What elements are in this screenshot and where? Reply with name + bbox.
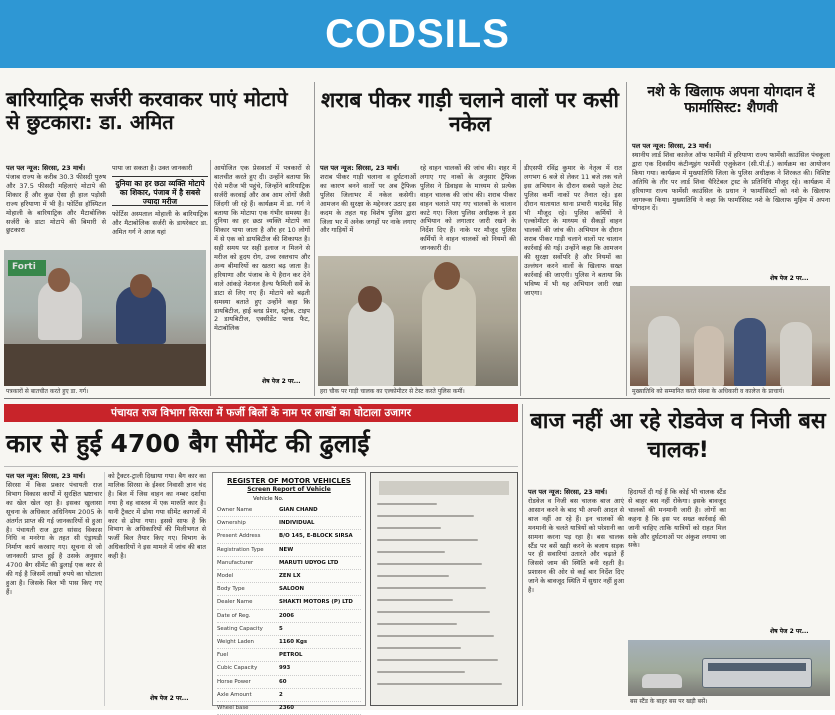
bill-handwriting-line: [377, 563, 482, 565]
photo-pharmacy-event: [630, 286, 830, 386]
doc-subtitle: Screen Report of Vehicle: [247, 486, 331, 493]
continued-cement: शेष पेज 2 पर...: [150, 695, 189, 702]
doc-row: [217, 623, 361, 636]
doc-row-label: Axle Amount: [217, 691, 252, 698]
doc-row: [217, 570, 361, 583]
caption-bariatric: पत्रकारों से बातचीत करते हुए डा. गर्ग।: [6, 388, 89, 395]
bill-header: [379, 481, 509, 495]
doc-rows: [213, 504, 365, 715]
doc-row: [217, 557, 361, 570]
headline-bariatric: बारियाट्रिक सर्जरी करवाकर पाएं मोटापे से छुटकारा: डा. अमित: [6, 87, 288, 134]
bill-handwriting-line: [377, 515, 474, 517]
pullquote-text: दुनिया का हर छठा व्यक्ति मोटापे का शिकार, पंजाब में है सबसे ज्यादा मरीज: [115, 179, 205, 206]
photo-bus-stand: [628, 640, 830, 696]
red-strip-banner: [4, 404, 518, 422]
site-banner: [0, 0, 835, 68]
body-bus-a: रोडवेज व निजी बस चालक बाज आएं आसान करने के बाद भी अपनी आदत से बाज नहीं आ रहे हैं। इन चालकों की मनमानी के चलते यात्रियों को परेशानी का सामना करना पड़ रहा है। बस चालक स्टैंड पर बसें खड़ी करने के बजाय सड़क पर ही सवारियां उतारते और चढ़ाते हैं जिससे जाम की स्थिति बनी रहती है। प्रशासन की ओर से कई बार निर्देश दिए जाने के बावजूद स्थिति में सुधार नहीं हुआ है।: [528, 497, 624, 595]
red-strip-text: पंचायत राज विभाग सिरसा में फर्जी बिलों के नाम पर लाखों का घोटाला उजागर: [110, 407, 411, 419]
site-title: CODSILS: [325, 11, 510, 56]
bill-handwriting-line: [377, 599, 453, 601]
body-pharmacist: स्थानीय लार्ड शिवा कालेज ऑफ फार्मेसी में हरियाणा राज्य फार्मेसी काउंसिल पंचकूला द्वारा एक दिवसीय कंटीन्यूइंग फार्मेसी एजुकेशन (सी.पी.ई.) कार्यक्रम का आयोजन किया गया। कार्यक्रम में मुख्यातिथि जिला के पुलिस अधीक्षक ने शिरकत की। विशिष्ट अतिथि के तौर पर लार्ड शिवा चैरिटेबल ट्रस्ट के प्रतिनिधि मौजूद रहे। कार्यक्रम में हरियाणा राज्य फार्मेसी काउंसिल के प्रधान ने फार्मासिस्टों को नशे के खिलाफ जागरूक किया। मुख्यातिथि ने कहा कि फार्मासिस्ट नशे के खिलाफ मुहिम में अपना योगदान दें।: [632, 151, 830, 213]
caption-bus: बस स्टैंड के बाहर बस पर खड़ी बसें।: [630, 698, 708, 705]
doc-row: [217, 530, 361, 543]
doc-row-value: NEW: [279, 546, 294, 553]
doc-title: REGISTER OF MOTOR VEHICLES: [227, 477, 351, 485]
continued-bariatric: शेष पेज 2 पर...: [262, 378, 301, 385]
doc-row-label: Ownership: [217, 520, 246, 527]
doc-row-value: INDIVIDUAL: [279, 520, 315, 527]
doc-vehicle-no-label: Vehicle No.: [253, 496, 284, 502]
bill-handwriting-line: [377, 503, 437, 505]
doc-row: [217, 517, 361, 530]
photo-press-conference: [4, 250, 206, 386]
doc-row: [217, 583, 361, 596]
headline-cement: कार से हुई 4700 बैग सीमेंट की ढुलाई: [6, 429, 370, 458]
body-bariatric-right: पाया जा सकता है। उक्त जानकारी: [112, 164, 193, 172]
headline-drunk-driving: शराब पीकर गाड़ी चलाने वालों पर कसी नकेल: [321, 88, 619, 137]
doc-row-value: 2: [279, 691, 283, 698]
dateline-pharmacist: पल पल न्यूज: सिरसा, 23 मार्च।: [632, 142, 712, 150]
doc-row-label: Dealer Name: [217, 599, 253, 606]
bill-handwriting-line: [377, 647, 461, 649]
headline-pharmacist: नशे के खिलाफ अपना योगदान दें फार्मासिस्ट: शैणवी: [647, 84, 815, 117]
dateline-cement: पल पल न्यूज: सिरसा, 23 मार्च।: [6, 472, 86, 480]
bill-handwriting-line: [377, 575, 449, 577]
doc-row-label: Horse Power: [217, 678, 251, 685]
doc-row: [217, 649, 361, 662]
photo-police-check: [318, 256, 518, 386]
doc-row-value: SALOON: [279, 586, 304, 593]
doc-row: [217, 636, 361, 649]
body-bariatric-col2: आयोजित एक प्रेसवार्ता में पत्रकारों से बातचीत करते हुए दी। उन्होंने बताया कि ऐसे मरीज भी पहुंचे, जिन्होंने बारियाट्रिक सर्जरी करवाई और अब आम लोगों जैसी जिंदगी जी रहे हैं। कार्यक्रम में डा. गर्ग ने बताया कि मोटापा एक गंभीर समस्या है। दुनिया का हर छठा व्यक्ति मोटापे का शिकार पाया जाता है और हर 10 लोगों में से एक को डायबिटीज की शिकायत है। सही समय पर सही इलाज न मिलने से मरीज को हृदय रोग, उच्च रक्तचाप और अन्य बीमारियों का खतरा बढ़ जाता है। हरियाणा और पंजाब के ये हैरान कर देने वाले आंकड़े नेशनल हैल्थ फैमिली सर्वे के डाटा से लिए गए हैं। मोटापे को बढ़ती समस्या बताते हुए उन्होंने कहा कि डायबिटीज, हाई ब्लड प्रेशर, स्ट्रोक, टाइप 2 डायबिटीज, एक्सीडेंट फ्लड फैट, मेटाबोलिक: [214, 164, 310, 333]
doc-row: [217, 689, 361, 702]
doc-row-value: 60: [279, 678, 287, 685]
doc-row-value: SHAKTI MOTORS (P) LTD: [279, 599, 353, 606]
doc-row-label: Model: [217, 573, 234, 580]
vehicle-register-doc: [212, 472, 366, 712]
bill-handwriting-line: [377, 683, 502, 685]
doc-row-value: B/O 145, E-BLOCK SIRSA: [279, 533, 353, 540]
body-cement-b: को ट्रैक्टर-ट्राली दिखाया गया। बैग कार का मालिक सिरसा के ईश्वर निवासी ज्ञान चंद है। बिल में जिस वाहन का नम्बर दर्शाया गया है वह वास्तव में एक मारुति कार है। यानी ट्रैक्टर में ढोया गया सीमेंट कागजों में कार से ढोया गया। इससे साफ है कि विभाग के अधिकारियों की मिलीभगत से फर्जी बिल तैयार किए गए। विभाग के अधिकारियों ने इस मामले में जांच की बात कही है।: [108, 472, 206, 561]
doc-row-label: Cubic Capacity: [217, 665, 258, 672]
doc-row-label: Wheel base: [217, 705, 249, 712]
doc-row-label: Registration Type: [217, 546, 264, 553]
doc-row-label: Weight Laden: [217, 639, 254, 646]
body-drunk-driving-a: शराब पीकर गाड़ी चलाना व दुर्घटनाओं का कारण बनने वालों पर अब ट्रैफिक पुलिस जिलाभर में नकेल कसेगी। आमजन की सुरक्षा के मद्देनजर उठाए इस कदम के तहत यह विशेष पुलिस द्वारा जिला भर में अनेक जगहों पर नाके लगाए और गाड़ियों में: [320, 173, 416, 235]
doc-row-value: 2006: [279, 612, 295, 619]
bill-handwriting-line: [377, 623, 457, 625]
bill-handwriting-line: [377, 527, 441, 529]
continued-pharmacist: शेष पेज 2 पर...: [770, 275, 809, 282]
doc-row-value: PETROL: [279, 652, 303, 659]
doc-row-value: MARUTI UDYOG LTD: [279, 559, 339, 566]
pullquote-bariatric: [112, 176, 208, 206]
body-cement-a: सिरसा में किस प्रकार पंचायती राज विभाग विकास कार्यों में सुरक्षित भ्रष्टाचार का खेल खेल रहा है। इसका खुलासा सूचना के अधिकार अधिनियम 2005 के अंतर्गत प्राप्त की गई जानकारियों से हुआ है। पंचायती राज द्वारा सांसद विकास निधि व मनरेगा के तहत सी एंड्रायडी निर्माण कार्य करवाए गए। सूचना से जो जानकारी प्राप्त हुई है उसके अनुसार 4700 बैग सीमेंट की ढुलाई एक कार से की गई है जिसमें लाखों रुपये का घोटाला हुआ है। जिसके बिल भी पास किए गए हैं।: [6, 481, 102, 596]
scanned-bill: [370, 472, 518, 706]
bill-lines: [377, 503, 513, 699]
doc-row-value: 1160 Kgs: [279, 639, 308, 646]
doc-row-value: ZEN LX: [279, 573, 301, 580]
caption-pharmacist: मुख्यातिथि को सम्मानित करते संस्था के अधिकारी व कालेज के प्राचार्य।: [632, 388, 785, 395]
doc-row-label: Owner Name: [217, 507, 253, 513]
headline-bus-drivers: बाज नहीं आ रहे रोडवेज व निजी बस चालक!: [530, 409, 826, 463]
doc-row-value: GIAN CHAND: [279, 507, 318, 513]
body-drunk-driving-b: रहे वाहन चालकों की जांच की। शहर में लगाए गए नाकों के अनुसार ट्रैफिक पुलिस ने डिवाइस के माध्यम से प्रत्येक वाहन चालक की जांच की। शराब पीकर वाहन चलाते पाए गए चालकों के चालान काटे गए। जिला पुलिस अधीक्षक ने इस अभियान को लगातार जारी रखने के निर्देश दिए हैं। नाके पर मौजूद पुलिस कर्मियों ने वाहन चालकों को नियमों की जानकारी दी।: [420, 164, 516, 253]
doc-row: [217, 676, 361, 689]
dateline-bus: पल पल न्यूज: सिरसा, 23 मार्च।: [528, 488, 608, 496]
doc-row: [217, 596, 361, 609]
doc-row: [217, 610, 361, 623]
doc-row-value: 5: [279, 625, 283, 632]
doc-row-label: Body Type: [217, 586, 245, 593]
doc-row-label: Date of Reg.: [217, 612, 251, 619]
bill-handwriting-line: [377, 659, 498, 661]
bill-handwriting-line: [377, 539, 478, 541]
doc-row: [217, 662, 361, 675]
bill-handwriting-line: [377, 611, 490, 613]
body-bariatric-tail: फोर्टिस अस्पताल मोहाली के बारियाट्रिक और मैटाबोलिक सर्जरी के डायरेक्टर डा. अमित गर्ग ने आज यहां: [112, 210, 208, 236]
caption-drunk-driving: हरा चौक पर गाड़ी चालक का एल्कोमीटर से टेस्ट करते पुलिस कर्मी।: [320, 388, 465, 395]
dateline-bariatric: पल पल न्यूज: सिरसा, 23 मार्च।: [6, 164, 86, 172]
doc-row-label: Fuel: [217, 652, 229, 659]
doc-row-label: Manufacturer: [217, 559, 254, 566]
dateline-drunk-driving: पल पल न्यूज: सिरसा, 23 मार्च।: [320, 164, 400, 172]
continued-bus: शेष पेज 2 पर...: [770, 628, 809, 635]
body-bus-b: हिदायतें दी गई हैं कि कोई भी चालक स्टैंड से बाहर बस नहीं रोकेगा। इसके बावजूद चालकों की मनमानी जारी है। लोगों का कहना है कि इस पर सख्त कार्रवाई की जानी चाहिए ताकि यात्रियों को राहत मिल सके और दुर्घटनाओं पर अंकुश लगाया जा सके।: [628, 488, 726, 550]
bill-handwriting-line: [377, 635, 494, 637]
doc-row-value: 2360: [279, 705, 295, 712]
doc-row-label: Present Address: [217, 533, 261, 540]
doc-row: [217, 702, 361, 715]
bill-handwriting-line: [377, 551, 445, 553]
doc-row: [217, 504, 361, 517]
body-drunk-driving-col4: डीएसपी रविंद्र कुमार के नेतृत्व में रात लगभग 6 बजे से लेकर 11 बजे तक चले इस अभियान के दौरान सबसे पहले टेस्ट पुलिस कर्मी नाकों पर तैनात रहे। इस दौरान यातायात थाना प्रभारी यादवेंद्र सिंह भी मौजूद रहे। पुलिस कर्मियों ने एल्कोमीटर के माध्यम से सैकड़ों वाहन चालकों की जांच की। अभियान के दौरान शराब पीकर गाड़ी चलाने वालों पर चालान कार्रवाई की गई। उन्होंने कहा कि आमजन की सुरक्षा सर्वोपरि है और नियमों का उल्लंघन करने वालों के खिलाफ सख्त कार्रवाई की जाएगी। पुलिस ने बताया कि भविष्य में भी यह अभियान जारी रखा जाएगा।: [524, 164, 622, 297]
doc-row-value: 993: [279, 665, 291, 672]
doc-row-label: Seating Capacity: [217, 625, 263, 632]
newspaper-page: [0, 68, 835, 710]
logo-text: Forti: [12, 262, 36, 272]
body-bariatric-left: पंजाब राज्य के करीब 30.3 फीसदी पुरुष और 37.5 फीसदी महिलाएं मोटापे की शिकार हैं और कुछ ऐसा ही हाल पड़ोसी राज्य हरियाणा में भी है। फोर्टिस हॉस्पिटल मोहाली के बारियाट्रिक और मैटाबोलिक सर्जरी के डाटा मोटापे की बिमारी से छुटकारा: [6, 173, 106, 235]
doc-row: [217, 544, 361, 557]
bill-handwriting-line: [377, 587, 486, 589]
bill-handwriting-line: [377, 671, 465, 673]
